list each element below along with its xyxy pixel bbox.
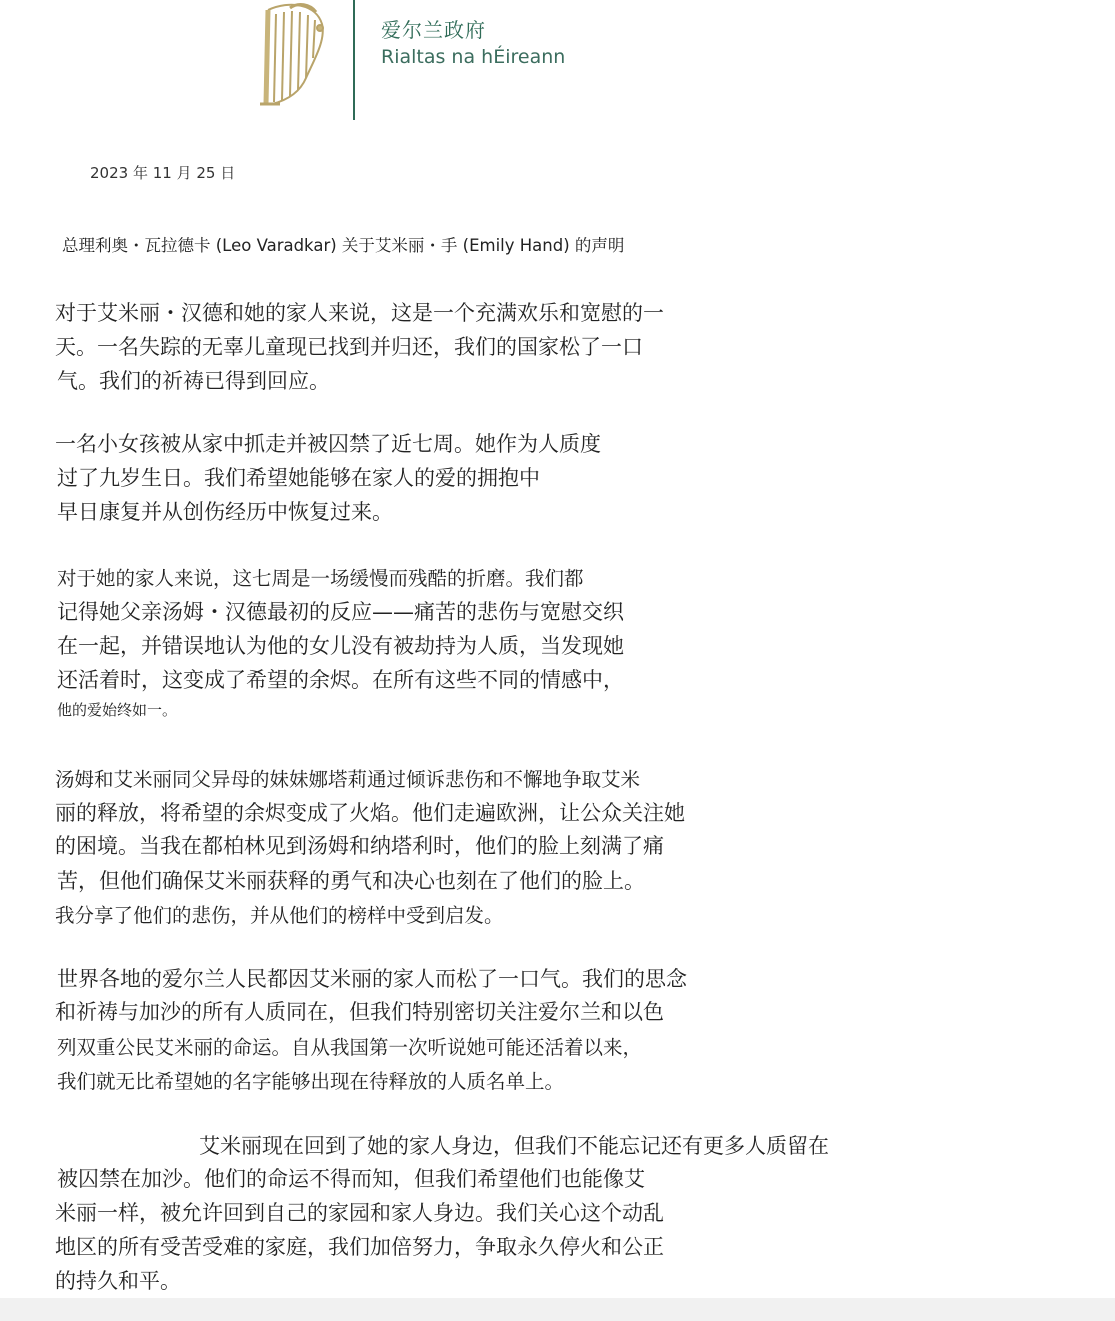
paragraph-line: 一名小女孩被从家中抓走并被囚禁了近七周。她作为人质度 [55,432,601,456]
paragraph-line: 的持久和平。 [55,1269,181,1293]
paragraph-line: 列双重公民艾米丽的命运。自从我国第一次听说她可能还活着以来， [57,1036,643,1059]
paragraph-line: 在一起，并错误地认为他的女儿没有被劫持为人质，当发现她 [57,634,624,658]
paragraph-line: 世界各地的爱尔兰人民都因艾米丽的家人而松了一口气。我们的思念 [57,967,687,991]
paragraph-line: 对于她的家人来说，这七周是一场缓慢而残酷的折磨。我们都 [57,567,584,590]
paragraph-line: 艾米丽现在回到了她的家人身边，但我们不能忘记还有更多人质留在 [199,1134,829,1158]
page-bottom-edge [0,1298,1115,1321]
paragraph-line: 被囚禁在加沙。他们的命运不得而知，但我们希望他们也能像艾 [57,1167,645,1191]
document-title: 总理利奥・瓦拉德卡 (Leo Varadkar) 关于艾米丽・手 (Emily Hand) 的声明 [62,236,625,255]
paragraph-line: 早日康复并从创伤经历中恢复过来。 [57,500,393,524]
paragraph-line: 我们就无比希望她的名字能够出现在待释放的人质名单上。 [57,1070,565,1093]
paragraph-line: 他的爱始终如一。 [57,701,178,719]
paragraph-line: 对于艾米丽・汉德和她的家人来说，这是一个充满欢乐和宽慰的一 [55,301,664,325]
paragraph-line: 丽的释放，将希望的余烬变成了火焰。他们走遍欧洲，让公众关注她 [55,801,685,825]
paragraph-line: 的困境。当我在都柏林见到汤姆和纳塔利时，他们的脸上刻满了痛 [55,834,664,858]
document-date: 2023 年 11 月 25 日 [90,164,236,182]
letterhead [0,0,1115,130]
government-name-irish: Rialtas na hÉireann [381,46,566,68]
harp-emblem-icon [250,0,330,108]
government-name-chinese: 爱尔兰政府 [381,18,486,42]
paragraph-line: 地区的所有受苦受难的家庭，我们加倍努力，争取永久停火和公正 [55,1235,664,1259]
paragraph-line: 气。我们的祈祷已得到回应。 [57,369,330,393]
paragraph-line: 还活着时，这变成了希望的余烬。在所有这些不同的情感中， [57,668,624,692]
paragraph-line: 我分享了他们的悲伤，并从他们的榜样中受到启发。 [55,904,504,927]
paragraph-line: 米丽一样，被允许回到自己的家园和家人身边。我们关心这个动乱 [55,1201,664,1225]
paragraph-line: 苦，但他们确保艾米丽获释的勇气和决心也刻在了他们的脸上。 [57,869,645,893]
paragraph-line: 记得她父亲汤姆・汉德最初的反应——痛苦的悲伤与宽慰交织 [57,600,624,624]
paragraph-line: 过了九岁生日。我们希望她能够在家人的爱的拥抱中 [57,466,540,490]
header-divider [353,0,355,120]
paragraph-line: 汤姆和艾米丽同父异母的妹妹娜塔莉通过倾诉悲伤和不懈地争取艾米 [55,768,641,791]
paragraph-line: 和祈祷与加沙的所有人质同在，但我们特别密切关注爱尔兰和以色 [55,1000,664,1024]
paragraph-line: 天。一名失踪的无辜儿童现已找到并归还，我们的国家松了一口 [55,335,643,359]
